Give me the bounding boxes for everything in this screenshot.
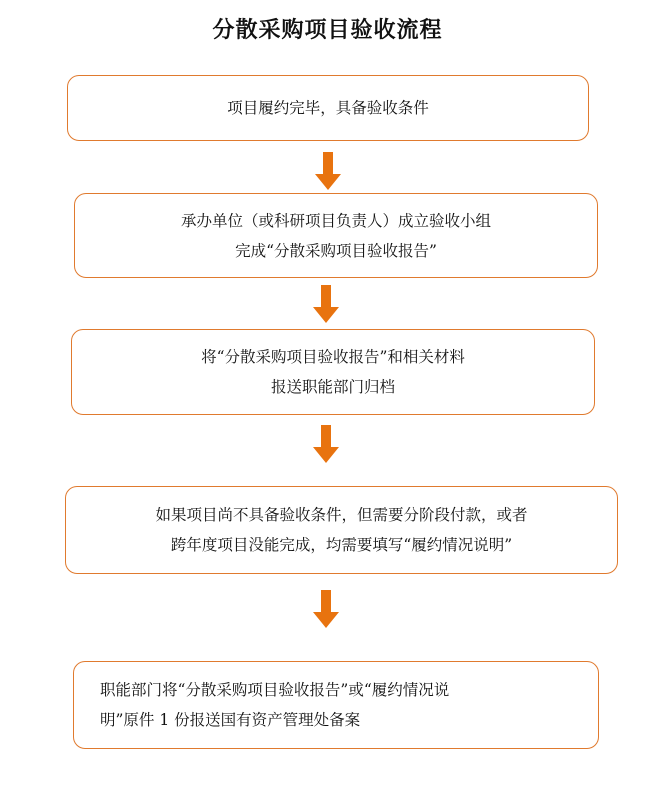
diagram-title: 分散采购项目验收流程 [212,17,443,43]
flow-step-5-line-1: 职能部门将“分散采购项目验收报告”或“履约情况说 [100,681,450,699]
flow-step-5-line-2: 明”原件 1 份报送国有资产管理处备案 [100,711,361,729]
flow-step-4-line-1: 如果项目尚不具备验收条件，但需要分阶段付款，或者 [155,506,528,524]
down-arrow-icon [313,425,339,465]
flow-step-4-line-2: 跨年度项目没能完成，均需要填写“履约情况说明” [170,536,513,554]
down-arrow-icon [313,285,339,325]
flow-step-1 [67,75,589,141]
down-arrow-icon [313,590,339,630]
flow-step-2-line-1: 承办单位（或科研项目负责人）成立验收小组 [180,211,491,230]
down-arrow-icon [315,152,341,192]
flow-step-2-line-2: 完成“分散采购项目验收报告” [235,241,437,260]
flow-step-3 [71,329,595,415]
flow-step-3-line-1: 将“分散采购项目验收报告”和相关材料 [201,348,465,366]
flow-step-4 [65,486,618,574]
flow-step-5 [73,661,599,749]
flow-step-3-line-2: 报送职能部门归档 [270,378,395,396]
flow-step-1-line-1: 项目履约完毕，具备验收条件 [227,99,429,117]
flow-step-2 [74,193,598,278]
